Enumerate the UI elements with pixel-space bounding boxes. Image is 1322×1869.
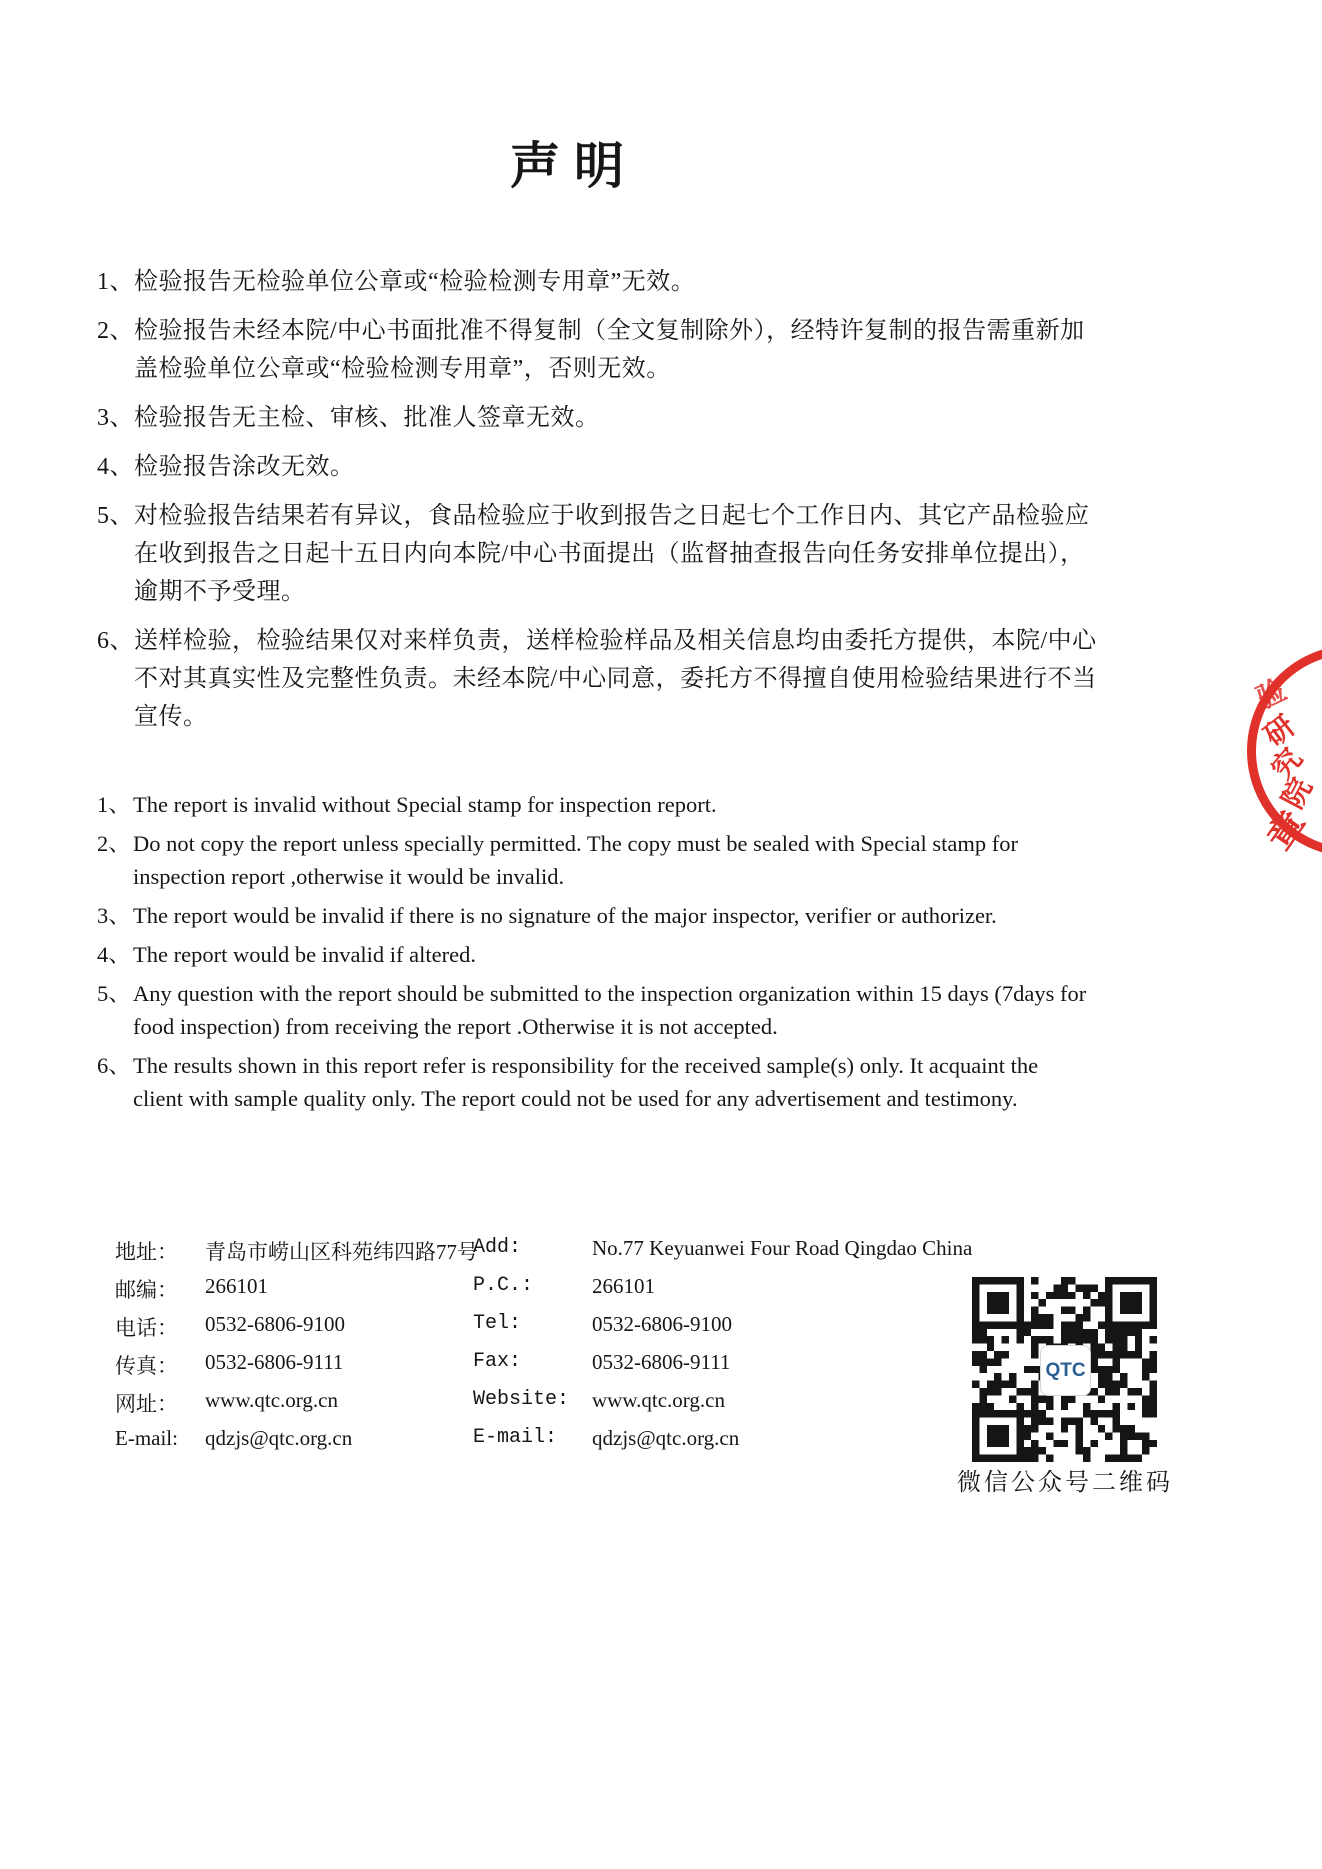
fax-label-en: Fax:	[473, 1350, 522, 1373]
statement-item-cn	[97, 448, 1109, 486]
statement-item-en	[97, 788, 1089, 821]
statement-item-en	[97, 977, 1089, 1043]
item-text: 检验报告无主检、审核、批准人签章无效。	[134, 405, 600, 431]
item-text: 检验报告未经本院/中心书面批准不得复制（全文复制除外），经特许复制的报告需重新加盖检验单位公章或“检验检测专用章”，否则无效。	[134, 318, 1085, 382]
address-label-cn: 地址：	[115, 1240, 178, 1264]
item-text: 检验报告涂改无效。	[134, 454, 355, 480]
item-text: The results shown in this report refer is responsibility for the received sample(s) only. It acquaint the client with sample quality only. The report could not be used for any advertisement and testimony.	[133, 1053, 1039, 1111]
item-text: Do not copy the report unless specially permitted. The copy must be sealed with Special stamp for inspection report ,otherwise it would be invalid.	[133, 831, 1018, 889]
stamp-char: 院	[1276, 773, 1319, 814]
statement-item-en	[97, 938, 1089, 971]
postcode-label-cn: 邮编：	[115, 1278, 178, 1302]
website-value-en: www.qtc.org.cn	[592, 1388, 725, 1412]
website-label-en: Website:	[473, 1388, 570, 1411]
item-text: Any question with the report should be submitted to the inspection organization within 15 days (7days for food inspection) from receiving the report .Otherwise it is not accepted.	[133, 981, 1087, 1039]
chinese-statement-list	[97, 263, 1109, 747]
item-number: 4、	[97, 942, 131, 967]
item-number: 3、	[97, 903, 131, 928]
english-statement-list	[97, 788, 1089, 1121]
website-value-cn: www.qtc.org.cn	[205, 1388, 338, 1412]
red-seal-stamp-icon	[1247, 645, 1322, 860]
statement-item-cn	[97, 312, 1109, 388]
page-title: 声明	[510, 138, 638, 194]
item-number: 1、	[97, 792, 131, 817]
item-text: The report is invalid without Special stamp for inspection report.	[133, 792, 717, 817]
telephone-value-en: 0532-6806-9100	[592, 1312, 732, 1336]
qr-caption: 微信公众号二维码	[957, 1470, 1173, 1496]
item-number: 2、	[97, 318, 134, 344]
address-value-en: No.77 Keyuanwei Four Road Qingdao China	[592, 1236, 973, 1260]
stamp-char: 研	[1258, 709, 1302, 754]
address-label-en: Add:	[473, 1236, 522, 1259]
postcode-value-en: 266101	[592, 1274, 655, 1298]
email-label-en: E-mail:	[473, 1426, 558, 1449]
item-number: 2、	[97, 831, 131, 856]
fax-label-cn: 传真：	[115, 1354, 178, 1378]
statement-item-cn	[97, 263, 1109, 301]
item-number: 3、	[97, 405, 134, 431]
item-text: 送样检验，检验结果仅对来样负责，送样检验样品及相关信息均由委托方提供，本院/中心不对其真实性及完整性负责。未经本院/中心同意，委托方不得擅自使用检验结果进行不当宣传。	[134, 628, 1097, 730]
item-number: 6、	[97, 628, 134, 654]
item-text: 对检验报告结果若有异议，食品检验应于收到报告之日起七个工作日内、其它产品检验应在收到报告之日起十五日内向本院/中心书面提出（监督抽查报告向任务安排单位提出），逾期不予受理。	[134, 503, 1090, 605]
email-value-cn: qdzjs@qtc.org.cn	[205, 1426, 353, 1450]
telephone-label-cn: 电话：	[115, 1316, 178, 1340]
item-text: The report would be invalid if altered.	[133, 942, 477, 967]
telephone-label-en: Tel:	[473, 1312, 522, 1335]
wechat-qr-code	[972, 1277, 1157, 1462]
qtc-logo: QTC	[1040, 1345, 1091, 1396]
contact-row-address	[0, 1236, 1322, 1274]
statement-item-en	[97, 1049, 1089, 1115]
postcode-label-en: P.C.:	[473, 1274, 534, 1297]
item-text: 检验报告无检验单位公章或“检验检测专用章”无效。	[134, 269, 696, 295]
statement-item-en	[97, 827, 1089, 893]
item-number: 4、	[97, 454, 134, 480]
fax-value-en: 0532-6806-9111	[592, 1350, 731, 1374]
item-number: 1、	[97, 269, 134, 295]
stamp-char: 验	[1251, 674, 1292, 716]
telephone-value-cn: 0532-6806-9100	[205, 1312, 345, 1336]
email-value-en: qdzjs@qtc.org.cn	[592, 1426, 740, 1450]
postcode-value-cn: 266101	[205, 1274, 268, 1298]
address-value-cn: 青岛市崂山区科苑纬四路77号	[205, 1240, 478, 1264]
statement-item-cn	[97, 497, 1109, 611]
item-number: 5、	[97, 981, 131, 1006]
item-number: 5、	[97, 503, 134, 529]
statement-item-cn	[97, 399, 1109, 437]
fax-value-cn: 0532-6806-9111	[205, 1350, 344, 1374]
stamp-char: 章	[1260, 804, 1317, 860]
website-label-cn: 网址：	[115, 1392, 178, 1416]
email-label-cn: E-mail:	[115, 1426, 178, 1450]
stamp-char: 究	[1265, 742, 1310, 786]
statement-item-cn	[97, 622, 1109, 736]
statement-item-en	[97, 899, 1089, 932]
item-number: 6、	[97, 1053, 131, 1078]
item-text: The report would be invalid if there is no signature of the major inspector, verifier or authorizer.	[133, 903, 997, 928]
